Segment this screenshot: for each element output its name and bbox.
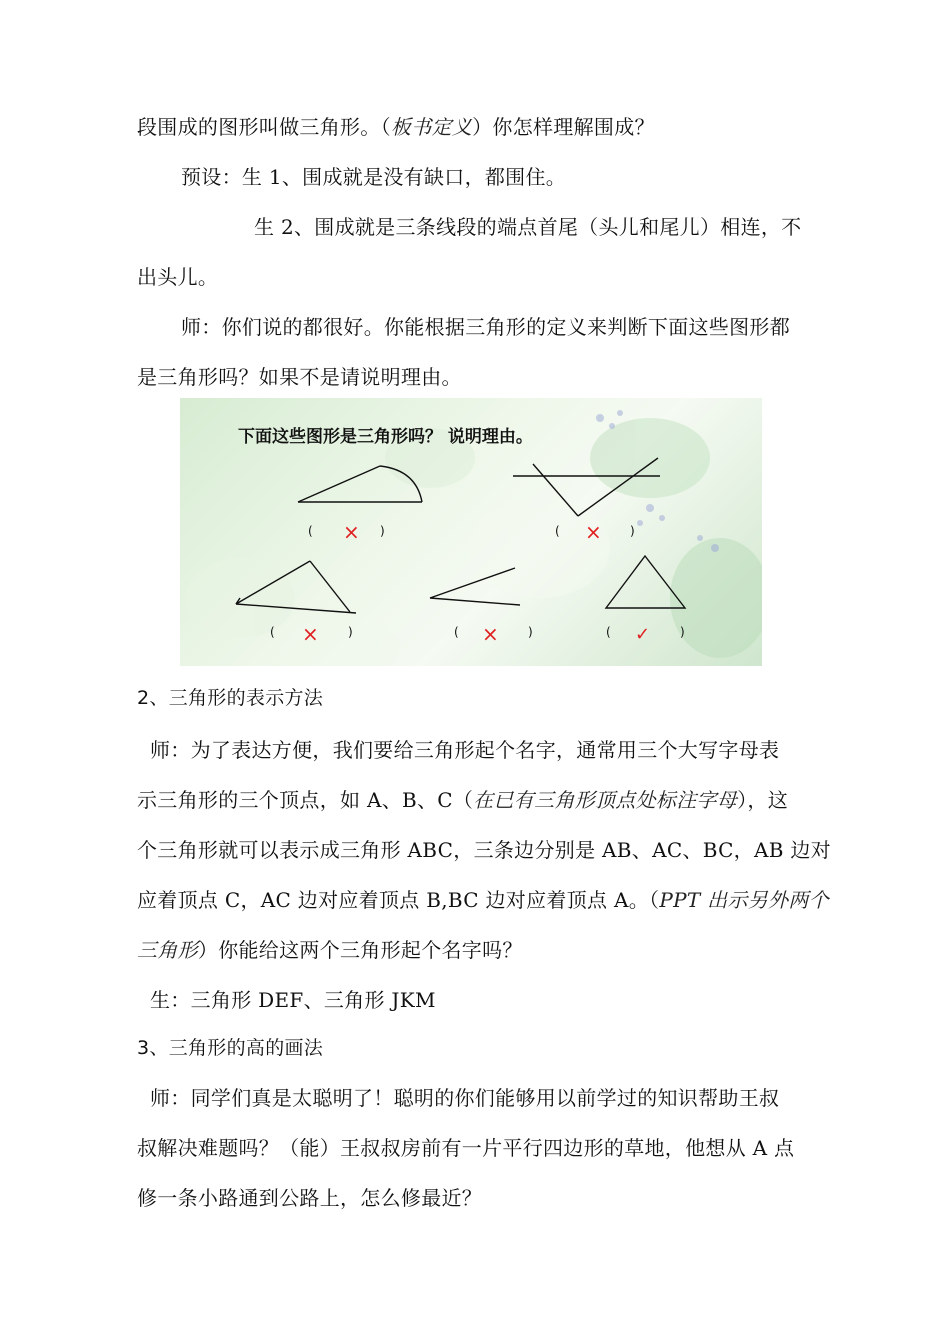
annotation-board-definition: 板书定义 (390, 115, 473, 139)
paragraph-5: 师：你们说的都很好。你能根据三角形的定义来判断下面这些图形都 (181, 315, 790, 339)
paragraph-4: 出头儿。 (137, 265, 219, 289)
svg-text:): ) (680, 625, 685, 639)
paragraph-1 (137, 113, 655, 141)
text-run: ），这 (737, 788, 789, 812)
svg-text:): ) (380, 524, 385, 538)
paragraph-10 (137, 886, 829, 914)
paragraph-8 (137, 786, 788, 814)
answer-mark-5: ✓ (635, 624, 651, 645)
paragraph-14: 叔解决难题吗？（能）王叔叔房前有一片平行四边形的草地，他想从 A 点 (137, 1136, 795, 1160)
section-heading-2: 2、三角形的表示方法 (137, 687, 324, 709)
svg-text:(: ( (454, 625, 459, 639)
slide-image (180, 398, 762, 666)
slide-drawing (180, 398, 762, 666)
svg-text:(: ( (270, 625, 275, 639)
text-run: 段围成的图形叫做三角形。（ (137, 115, 391, 139)
paragraph-2: 预设：生 1、围成就是没有缺口，都围住。 (181, 165, 567, 189)
svg-text:): ) (348, 625, 353, 639)
answer-mark-4: × (482, 622, 499, 646)
svg-text:(: ( (308, 524, 313, 538)
annotation-ppt: PPT 出示另外两个 (659, 888, 829, 912)
answer-mark-2: × (585, 520, 602, 544)
paragraph-3: 生 2、围成就是三条线段的端点首尾（头儿和尾儿）相连，不 (254, 215, 802, 239)
paragraph-6: 是三角形吗？如果不是请说明理由。 (137, 365, 462, 389)
text-run: 应着顶点 C，AC 边对应着顶点 B,BC 边对应着顶点 A。（ (137, 888, 660, 912)
paragraph-12: 生：三角形 DEF、三角形 JKM (150, 988, 436, 1012)
slide-title: 下面这些图形是三角形吗？ 说明理由。 (238, 427, 533, 447)
text-run: ）你怎样理解围成？ (472, 115, 655, 139)
text-run: ）你能给这两个三角形起个名字吗？ (197, 938, 523, 962)
annotation-triangle: 三角形 (137, 938, 198, 962)
paragraph-9: 个三角形就可以表示成三角形 ABC，三条边分别是 AB、AC、BC，AB 边对 (137, 838, 831, 862)
answer-mark-1: × (343, 520, 360, 544)
paragraph-11 (137, 936, 523, 964)
svg-text:): ) (630, 524, 635, 538)
svg-text:): ) (528, 625, 533, 639)
svg-text:(: ( (555, 524, 560, 538)
paragraph-7: 师：为了表达方便，我们要给三角形起个名字，通常用三个大写字母表 (150, 738, 780, 762)
paragraph-13: 师：同学们真是太聪明了！聪明的你们能够用以前学过的知识帮助王叔 (150, 1086, 780, 1110)
text-run: 示三角形的三个顶点，如 A、B、C（ (137, 788, 474, 812)
svg-text:(: ( (606, 625, 611, 639)
section-heading-3: 3、三角形的高的画法 (137, 1037, 324, 1059)
paragraph-15: 修一条小路通到公路上，怎么修最近？ (137, 1186, 483, 1210)
annotation-label-vertices: 在已有三角形顶点处标注字母 (473, 788, 738, 812)
answer-mark-3: × (302, 622, 319, 646)
